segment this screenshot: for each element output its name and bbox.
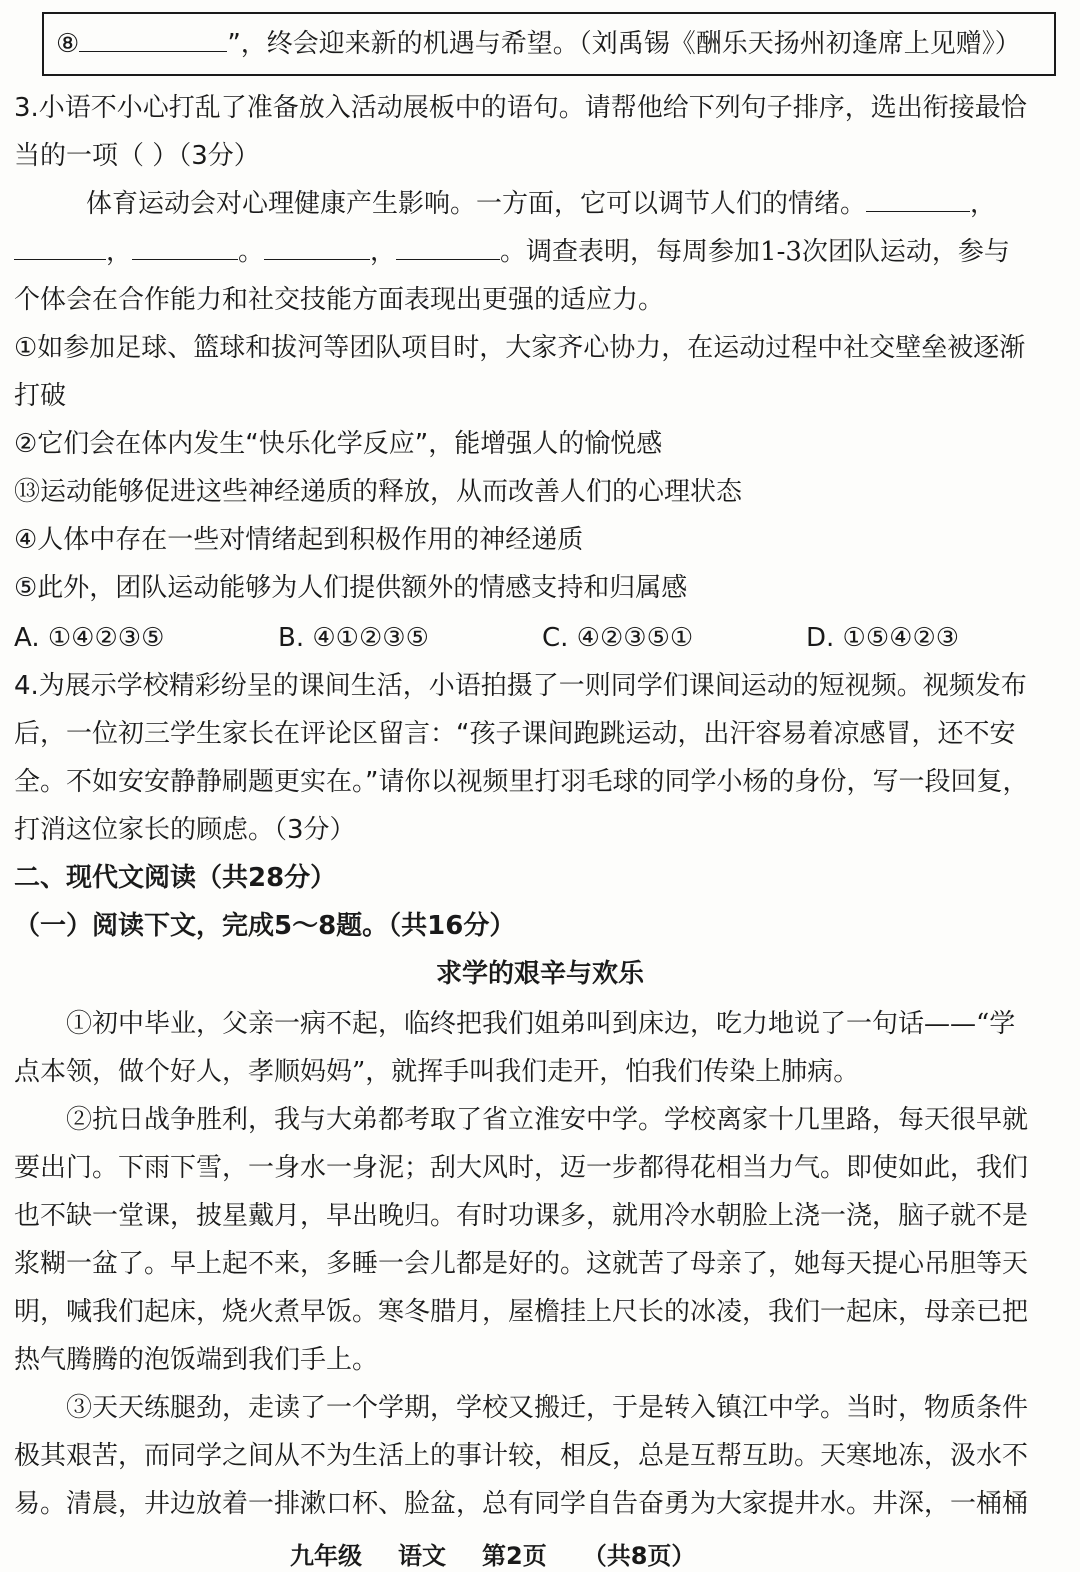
q3-sentence-2: ②它们会在体内发生“快乐化学反应”，能增强人的愉悦感: [14, 429, 663, 459]
section-heading: 二、现代文阅读（共28分）: [14, 863, 337, 893]
q3-passage-line-1: 体育运动会对心理健康产生影响。一方面，它可以调节人们的情绪。 ，: [86, 189, 997, 219]
article-line: ③天天练腿劲，走读了一个学期，学校又搬迁，于是转入镇江中学。当时，物质条件: [66, 1393, 1029, 1423]
article-line: ①初中毕业，父亲一病不起，临终把我们姐弟叫到床边，吃力地说了一句话——“学: [66, 1009, 1016, 1039]
passage-blank-5: [396, 239, 500, 260]
footer-grade: 九年级: [290, 1542, 362, 1570]
article-line: 也不缺一堂课，披星戴月，早出晚归。有时功课多，就用冷水朝脸上浇一浇，脑子就不是: [14, 1201, 1029, 1231]
article-line: 热气腾腾的泡饭端到我们手上。: [14, 1345, 379, 1375]
option-c: C. ④②③⑤①: [542, 623, 694, 653]
q4-line-1: 4.为展示学校精彩纷呈的课间生活，小语拍摄了一则同学们课间运动的短视频。视频发布: [14, 671, 1027, 701]
passage-text: 。调查表明，每周参加1-3次团队运动，参与: [500, 237, 1010, 267]
q3-sentence-5: ⑤此外，团队运动能够为人们提供额外的情感支持和归属感: [14, 573, 688, 603]
answer-blank: [79, 31, 227, 52]
sep: 。: [238, 237, 265, 267]
blank-marker: ⑧: [56, 29, 80, 59]
q3-passage-line-3: 个体会在合作能力和社交技能方面表现出更强的适应力。: [14, 285, 665, 315]
option-b: B. ④①②③⑤: [278, 623, 429, 653]
sep: ，: [106, 237, 133, 267]
section-subheading: （一）阅读下文，完成5～8题。（共16分）: [14, 911, 516, 941]
article-line: ②抗日战争胜利，我与大弟都考取了省立淮安中学。学校离家十几里路，每天很早就: [66, 1105, 1029, 1135]
article-line: 极其艰苦，而同学之间从不为生活上的事计较，相反，总是互帮互助。天寒地冻，汲水不: [14, 1441, 1029, 1471]
q4-line-3: 全。不如安安静静刷题更实在。”请你以视频里打羽毛球的同学小杨的身份，写一段回复，: [14, 767, 1029, 797]
article-line: 明，喊我们起床，烧火煮早饭。寒冬腊月，屋檐挂上尺长的冰凌，我们一起床，母亲已把: [14, 1297, 1029, 1327]
passage-text: 体育运动会对心理健康产生影响。一方面，它可以调节人们的情绪。: [86, 189, 867, 219]
passage-blank-1: [866, 191, 970, 212]
article-line: 点本领，做个好人，孝顺妈妈”，就挥手叫我们走开，怕我们传染上肺病。: [14, 1057, 860, 1087]
footer-total: （共8页）: [582, 1542, 696, 1570]
article-line: 要出门。下雨下雪，一身水一身泥；刮大风时，迈一步都得花相当力气。即使如此，我们: [14, 1153, 1029, 1183]
article-line: 浆糊一盆了。早上起不来，多睡一会儿都是好的。这就苦了母亲了，她每天提心吊胆等天: [14, 1249, 1029, 1279]
sep: ，: [370, 237, 397, 267]
q3-sentence-1: ①如参加足球、篮球和拔河等团队项目时，大家齐心协力，在运动过程中社交壁垒被逐渐: [14, 333, 1026, 363]
q3-prompt-line-1: 3.小语不小心打乱了准备放入活动展板中的语句。请帮他给下列句子排序，选出衔接最恰: [14, 93, 1027, 123]
quote-tail: ”，终会迎来新的机遇与希望。（刘禹锡《酬乐天扬州初逢席上见赠》）: [227, 29, 1021, 59]
q3-sentence-3: ⑬运动能够促进这些神经递质的释放，从而改善人们的心理状态: [14, 477, 743, 507]
passage-blank-2: [14, 239, 106, 260]
passage-blank-4: [264, 239, 370, 260]
q3-passage-line-2: [14, 236, 1010, 268]
q3-sentence-4: ④人体中存在一些对情绪起到积极作用的神经递质: [14, 525, 584, 555]
q3-prompt-line-2: 当的一项（ ）（3分）: [14, 141, 260, 171]
option-d: D. ①⑤④②③: [806, 623, 960, 653]
quote-line: [56, 28, 1021, 60]
passage-blank-3: [132, 239, 238, 260]
footer: [290, 1540, 695, 1572]
article-title: 求学的艰辛与欢乐: [435, 959, 644, 989]
footer-subject: 语文: [398, 1542, 446, 1570]
footer-page: 第2页: [482, 1542, 547, 1570]
q4-line-4: 打消这位家长的顾虑。（3分）: [14, 815, 356, 845]
q3-sentence-1-cont: 打破: [14, 381, 67, 411]
article-line: 易。清晨，井边放着一排漱口杯、脸盆，总有同学自告奋勇为大家提井水。井深，一桶桶: [14, 1489, 1029, 1519]
q4-line-2: 后，一位初三学生家长在评论区留言：“孩子课间跑跳运动，出汗容易着凉感冒，还不安: [14, 719, 1016, 749]
option-a: A. ①④②③⑤: [14, 623, 165, 653]
